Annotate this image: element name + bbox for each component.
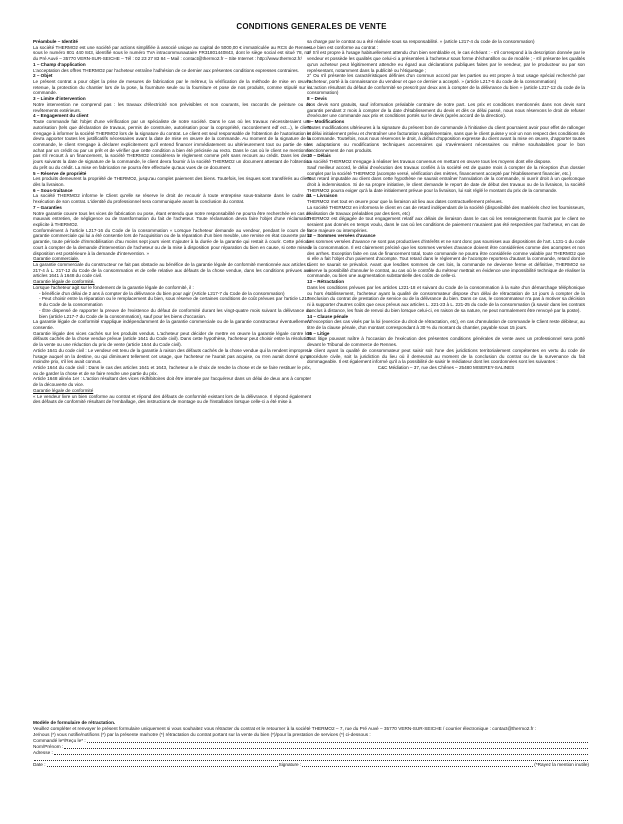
- paragraph: Article 1644 du code civil : Dans le cas des articles 1641 et 1643, l'acheteur a le choix de rendre la chose et de se faire restituer le prix, ou de garder la chose et de se faire rendre une partie du prix.: [33, 364, 311, 376]
- paragraph: À l'exception des cas visés par la loi (exercice du droit de rétractation, etc), en cas d'annulation de commande le Client reste débiteur, au titre de la clause pénale, d'un montant correspondant à 30 % du montant du chantier, payable sous 15 jours.: [307, 319, 585, 330]
- section-heading: 2 – Objet: [33, 73, 53, 79]
- paragraph: « Le bien est conforme au contrat :: [307, 44, 378, 50]
- paragraph: Tout retard imputable au client dans cette hypothèse ne saurait entraîner l'annulation de la commande, ni ouvrir droit à un quelconque droit à indemnisation. Si de sa propre initiative, le client demande le report de date de début des travaux ou de la livraison, la société THERMO2 pourra exiger qu'à la date initialement prévue pour la livraison, lui soit réglé le montant du prix de la commande.: [307, 176, 585, 193]
- paragraph: Article 1641 du code civil : Le vendeur est tenu de la garantie à raison des défauts cachés de la chose vendue qui la rendent impropre à l'usage auquel on la destine, ou qui diminuent tellement cet usage, que l'acheteur ne l'aurait pas acquise, ou n'en aurait donné qu'un moindre prix, s'il les avait connus.: [33, 347, 311, 365]
- section-heading: 6 – Sous-traitance: [33, 187, 73, 193]
- section-heading: 11 – Livraison: [307, 193, 338, 199]
- signature-line[interactable]: [302, 762, 533, 767]
- paragraph: THERMO2 met tout en œuvre pour que la livraison ait lieu aux dates contractuellement prévues.: [307, 199, 503, 205]
- section-heading: Préambule – Identité: [33, 39, 78, 44]
- address-line[interactable]: [54, 750, 588, 755]
- paragraph: C&C Médiation – 37, rue des Chênes – 25480 MISEREY-SALINES: [377, 364, 515, 370]
- paragraph: La société THERMO2 est une société par actions simplifiée à associé unique au capital de 5000,00 € immatriculée au RCS de Rennes sous le numéro 801 440 843, identifié sous le numéro TVA intracommunautaire FR31801440843, dont le siège social est situé 78, rue du Pré Auvé – 35770 VERN-SUR-SEICHE – Tél : 02 23 27 83 84 – Mail : contact@thermo2.fr – Site Internet : http://www.thermo2.fr/: [33, 44, 311, 62]
- section-heading: 12 – Sommes versées d'avance: [307, 233, 376, 239]
- paragraph: Nos devis sont gratuits, sauf information préalable contraire de notre part. Les prix et conditions mentionnés dans nos devis sont garantis pendant 2 mois à compter de la date d'établissement du devis et dès ce délai passé, nous nous réservons le droit de refuser d'exécuter une commande aux prix et conditions portés sur le devis (après accord de la direction).: [307, 101, 585, 119]
- section-heading: 7 – Garanties: [33, 204, 62, 210]
- section-heading: 8 – Devis: [307, 96, 327, 102]
- withdrawal-form: [33, 720, 589, 768]
- paragraph: Tout litige pouvant naître à l'occasion de l'exécution des présentes conditions générales de vente avec un professionnel sera porté devant le Tribunal de commerce de Rennes.: [307, 336, 585, 348]
- paragraph: « L'action résultant du défaut de conformité se prescrit par deux ans à compter de la délivrance du bien » (article L217-12 du code de la consommation): [307, 84, 585, 96]
- paragraph: Le présent contrat a pour objet la prise de mesures de fabrication par le métreur, la vérification de la méthode de mise en œuvre retenue, la protection du chantier lors de la pose, la fourniture seule ou la fourniture et pose de nos produits, comme stipulé sur la commande.: [33, 79, 311, 96]
- left-column: [33, 39, 311, 405]
- section-heading: 4 – Engagement du client: [33, 113, 89, 119]
- paragraph: La société THERMO2 en informera le client en cas de retard indépendant de la société (disponibilité des matériels chez les fournisseurs, réalisation de travaux préalables par des tiers, etc): [307, 204, 585, 216]
- paragraph: Notre garantie couvre tous les vices de fabrication ou pose, étant entendu que notre responsabilité ne pourra être recherchée en cas de mauvais entretien, de négligence ou de transformation du fait de l'acheteur. Toute réclamation devra faire l'objet d'une réclamation explicite à THERMO2.: [33, 210, 311, 227]
- date-line[interactable]: [47, 762, 278, 767]
- paragraph: Toute commande fait l'objet d'une vérification par un spécialiste de notre société. Dans le cas où les travaux nécessiteraient une autorisation (tels que déclaration de travaux, permis de construire, autorisation pour la copropriété, raccordement edf ect...), le client s'engage à informer la société THERMO2 lors de la signature du contrat. Le client est seul responsable de l'obtention de l'autorisation et devra apporter toutes les justificatifs nécessaires avant la date de mise en œuvre de la commande. Au moment de la signature de la commande, le client s'engage à déclarer explicitement qu'il entend financer immédiatement ou ultérieurement tout ou partie de son achat par un crédit ou par un prêt et de vérifier que cette condition a bien été précisée au recto. Dans le cas où le client ne mentionne pas s'il recourt à un financement, la société THERMO2 considérera le règlement comme prêt sans recours au crédit. Dans les deux jours suivants la date de signature de la commande, le client devra fournir à la société THERMO2 un document attestant de l'obtention du prêt ou du crédit. La mise en fabrication ne pourra être effectuée qu'aux vues de ce document.: [33, 119, 311, 170]
- paragraph: Les produits demeurent la propriété de THERMO2, jusqu'au complet paiement des biens. Toutefois, les risques sont transférés au client dès la livraison.: [33, 176, 311, 187]
- paragraph: Conformément à l'article L217-16 du Code de la consommation « Lorsque l'acheteur demande au vendeur, pendant le cours de la garantie commerciale qui lui a été consentie lors de l'acquisition ou de la réparation d'un bien meuble, une remise en état couverte par la garantie, toute période d'immobilisation d'au moins sept jours vient s'ajouter à la durée de la garantie qui restait à courir. Cette période court à compter de la demande d'intervention de l'acheteur ou de la mise à disposition pour réparation du bien en cause, si cette mise à disposition est postérieure à la demande d'intervention. »: [33, 227, 311, 256]
- form-intro: Veuillez compléter et renvoyer le présent formulaire uniquement si vous souhaitez vous rétracter du contrat et le retourner à la société THERMO2 – 7, rue du Pré Auvé – 35770 VERN-SUR-SEICHE / courrier électronique : contact@thermo2.fr :: [33, 726, 537, 731]
- form-notice: Je/nous (*) vous notifie/notifions (*) par la présente ma/notre (*) rétractation du contrat portant sur la vente du bien (*)/pour la prestation de services (*) ci-dessous :: [33, 732, 371, 737]
- section-heading: 10 – Délais: [307, 153, 331, 159]
- section-heading: 3 – Limite d'intervention: [33, 96, 86, 102]
- section-heading: 14 – Clause pénale: [307, 313, 349, 319]
- paragraph: Dans les conditions prévues par les articles L221-18 et suivant du Code de la consommation à la suite d'un démarchage téléphonique ou hors établissement, l'acheteur ayant la qualité de consommateur dispose d'un délai de rétractation de 14 jours à compter de la conclusion du contrat de prestation de service ou de la délivrance du bien. Dans ce cas, le consommateur n'a pas à motiver sa décision ni à supporter d'autres coûts que ceux prévus aux articles L. 221-23 à L. 221-25 du code de la consommation (à savoir dans les contrats conclus à distance, les frais de renvoi du bien lorsque celui-ci, en raison de sa nature, ne peut normalement être renvoyé par la poste).: [307, 284, 585, 313]
- paragraph: Lorsque l'acheteur agit sur le fondement de la garantie légale de conformité, il :: [33, 284, 194, 290]
- paragraph: La garantie commerciale du constructeur ne fait pas obstacle au bénéfice de la garantie légale de conformité mentionnée aux articles L. 217-4 à L. 217-12 du Code de la consommation et de celle relative aux défauts de la chose vendue, dans les conditions prévues aux articles 1641 à 1648 du code civil.: [33, 262, 311, 279]
- paragraph: Les sommes versées d'avance ne sont pas productives d'intérêts et ne sont donc pas soumises aux dispositions de l'art. L131-1 du code de la consommation. Il est clairement précisé que les sommes versées d'avance doivent être considérées comme des acomptes et non des arrhes. Exception faite en cas de financement total, toute commande ne pourra être considérée comme valable par THERMO2 que si elle a fait l'objet d'un paiement d'acompte. Tout retard dans le règlement de l'acompte reportera d'autant la commande, retard dont le client ne saurait se prévaloir. Avant que lesdites sommes de ces lois, la commande ne devienne ferme et définitive, THERMO2 se réserve la possibilité d'annuler le contrat, au cas où le contrôle du métreur mettrait en évidence une impossibilité technique de réaliser la commande, ou bien une augmentation substantielle des coûts de celle-ci.: [307, 239, 585, 279]
- footnote: (*Rayez la mention inutile): [534, 762, 589, 767]
- subsection-heading: Garantie légale de conformité: [33, 387, 94, 393]
- paragraph: - Être dispensé de rapporter la preuve de l'existence du défaut de conformité durant les vingt-quatre mois suivant la délivrance du bien (article L217-7 du Code de la consommation), sauf pour les biens d'occasion.: [39, 307, 311, 319]
- paragraph: sa charge par le contrat ou a été réalisée sous sa responsabilité. » (article L217-4 du code de la consommation): [307, 39, 535, 44]
- subsection-heading: Garantie légale de conformité.: [33, 279, 95, 285]
- ordered-date-label: Commandé le*/Reçu le* :: [33, 738, 86, 743]
- paragraph: La garantie légale de conformité s'applique indépendamment de la garantie commerciale ou de la garantie constructeur éventuellement consentie.: [33, 319, 311, 330]
- paragraph: La société THERMO2 s'engage à réaliser les travaux convenus en mettant en œuvre tous les moyens dont elle dispose.: [307, 159, 552, 165]
- paragraph: « Le vendeur livre un bien conforme au contrat et répond des défauts de conformité existant lors de la délivrance. Il répond également des défauts de conformité résultant de l'emballage, des instructions de montage ou de l'installation lorsque celle-ci a été mise à: [33, 393, 311, 405]
- paragraph: L'acceptation des offres THERMO2 par l'acheteur entraîne l'adhésion de ce dernier aux présentes conditions expresses contraires.: [33, 67, 299, 73]
- paragraph: 1° S'il est propre à l'usage habituellement attendu d'un bien semblable et, le cas échéant : - s'il correspond à la description donnée par le vendeur et possède les qualités que celui-ci a présentées à l'acheteur sous forme d'échantillon ou de modèle ; - s'il présente les qualités qu'un acheteur peut légitimement attendre eu égard aux déclarations publiques faites par le vendeur, par le producteur ou par son représentant, notamment dans la publicité ou l'étiquetage ;: [307, 50, 585, 73]
- paragraph: Toutes modifications ultérieures à la signature du présent bon de commande à l'initiative du client pourraient avoir pour effet de rallonger le délai initialement prévu et d'entraîner une facturation supplémentaire, sans que le client puisse y voir un non respect des conditions de la commande. Toutefois, nous nous réservons le droit, à défaut d'opposition expresse du client avant la mise en œuvre, d'apporter toutes les adaptations ou modifications techniques accessoires qui s'avéreraient nécessaires ou même souhaitables pour le bon fonctionnement de nos produits.: [307, 124, 585, 153]
- signature-label: Signature :: [278, 762, 302, 767]
- paragraph: - Peut choisir entre la réparation ou le remplacement du bien, sous réserve de certaines conditions de coût prévues par l'article L217-9 du Code de la consommation: [39, 296, 311, 308]
- paragraph: La société THERMO2 informe le Client qu'elle se réserve le droit de recourir à toute entreprise sous-traitante dans le cadre de l'exécution de son contrat. L'identité du professionnel sera communiquée avant la conclusion du contrat.: [33, 193, 311, 205]
- section-heading: 13 – Rétractation: [307, 279, 345, 285]
- form-heading: Modèle de formulaire de rétractation.: [33, 720, 116, 725]
- paragraph: Notre intervention ne comprend pas : les travaux d'électricité non prévisibles et non courants, les raccords de peinture ou de revêtements extérieurs.: [33, 101, 311, 113]
- right-column: [307, 39, 585, 371]
- name-label: Nom/Prénom :: [33, 744, 64, 749]
- date-signature-row: [33, 762, 589, 768]
- paragraph: Garantie légale des vices cachés sur les produits vendus. L'acheteur peut décider de mettre en œuvre la garantie légale contre les défauts cachés de la chose vendue prévue (article 1641 du Code civil). Dans cette hypothèse, l'acheteur peut choisir entre la résolution de la vente ou une réduction du prix de vente (article 1644 du Code civil).: [33, 330, 311, 348]
- paragraph: - bénéficie d'un délai de 2 ans à compter de la délivrance du bien pour agir (Article L217-7 du Code de la consommation): [39, 290, 285, 296]
- section-heading: 15 – Litige: [307, 330, 330, 336]
- section-heading: 1 – Champ d'application: [33, 61, 86, 67]
- subsection-heading: Garantie commerciale.: [33, 256, 80, 262]
- paragraph: Le client ayant la qualité de consommateur peut saisir soit l'une des juridictions territorialement compétentes en vertu du code de procédure civile, soit la juridiction du lieu où il demeurait au moment de la conclusion du contrat ou de la survenance du fait dommageable. Il est également informé qu'il a la possibilité de saisir le médiateur dont les coordonnées sont les suivantes :: [307, 347, 585, 365]
- name-line[interactable]: [64, 744, 588, 749]
- paragraph: Sauf meilleur accord, le délai d'exécution des travaux confiés à la société est de quatre mois à compter de la réception d'un dossier complet par la société THERMO2 (acompte versé, vérification des mètres, financement accepté par l'établissement financier, etc.): [307, 164, 585, 176]
- paragraph: 2° Ou s'il présente les caractéristiques définies d'un commun accord par les parties ou est propre à tout usage spécial recherché par l'acheteur, porté à la connaissance du vendeur et que ce dernier a accepté. » (article L217-5 du code de la consommation): [307, 73, 585, 85]
- ordered-date-line[interactable]: [87, 738, 588, 743]
- paragraph: THERMO2 est dégagée de tout engagement relatif aux délais de livraison dans le cas où les renseignements fournis par le client ne seraient pas donnés en temps voulu, dans le cas où les conditions de paiement n'auraient pas été respectées par l'acheteur, en cas de force majeure ou intempéries.: [307, 216, 585, 233]
- paragraph: Article 1648 alinéa 1er : L'action résultant des vices rédhibitoires doit être intentée par l'acquéreur dans un délai de deux ans à compter de la découverte du vice.: [33, 376, 311, 388]
- section-heading: 5 – Réserve de propriété: [33, 170, 87, 176]
- page-title: CONDITIONS GENERALES DE VENTE: [236, 22, 387, 31]
- address-label: Adresse :: [33, 750, 53, 755]
- address-line-2[interactable]: [34, 756, 588, 761]
- section-heading: 9 – Modifications: [307, 119, 345, 125]
- date-label: Date :: [33, 762, 46, 767]
